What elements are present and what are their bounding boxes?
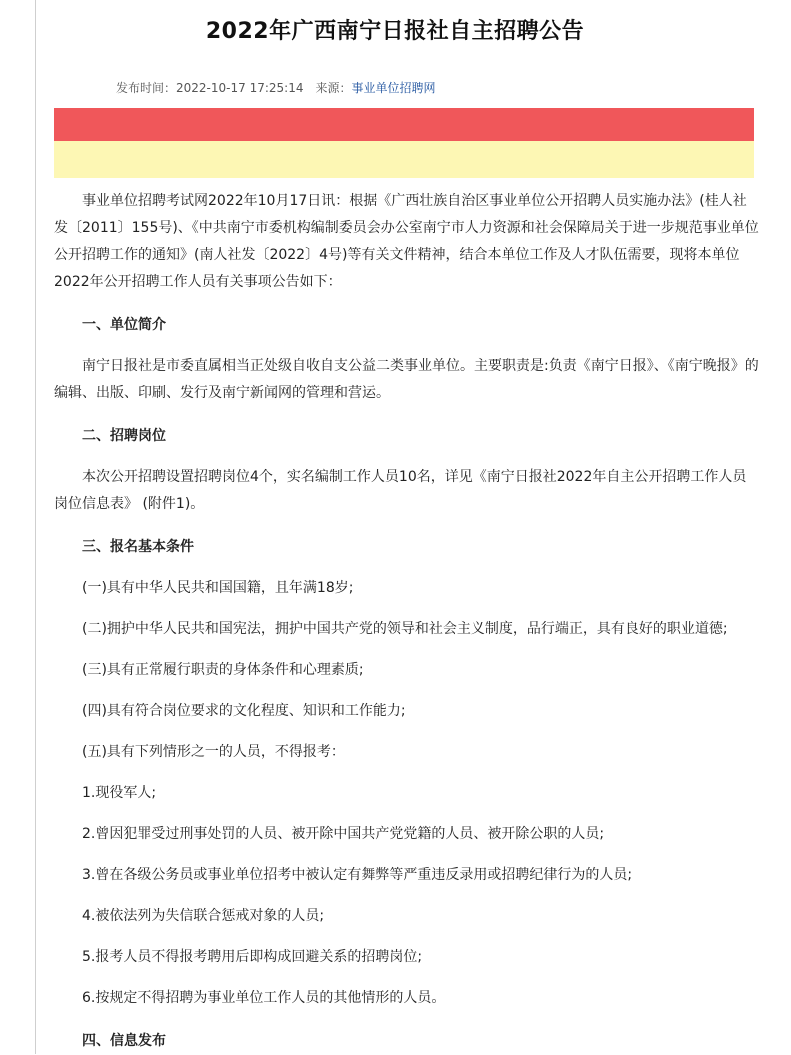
intro-paragraph: 事业单位招聘考试网2022年10月17日讯：根据《广西壮族自治区事业单位公开招聘人员实施办法》(桂人社发〔2011〕155号)、《中共南宁市委机构编制委员会办公室南宁市人力资源和社会保障局关于进一步规范事业单位公开招聘工作的通知》(南人社发〔2022〕4号)等有关文件精神，结合本单位工作及人才队伍需要，现将本单位2022年公开招聘工作人员有关事项公告如下：: [54, 193, 759, 290]
section-paragraph: 本次公开招聘设置招聘岗位4个，实名编制工作人员10名，详见《南宁日报社2022年自主公开招聘工作人员岗位信息表》 (附件1)。: [54, 469, 747, 512]
publish-time-label: 发布时间：: [116, 81, 177, 95]
list-item: 1.现役军人;: [82, 785, 157, 801]
list-item: (二)拥护中华人民共和国宪法，拥护中国共产党的领导和社会主义制度，品行端正，具有良好的职业道德;: [82, 621, 728, 637]
list-item: (五)具有下列情形之一的人员，不得报考：: [82, 744, 345, 760]
list-item: 5.报考人员不得报考聘用后即构成回避关系的招聘岗位;: [82, 949, 423, 965]
section-heading: 三、报名基本条件: [82, 539, 194, 555]
publish-time: 2022-10-17 17:25:14: [176, 81, 304, 95]
article-meta: [116, 79, 436, 96]
list-item: 2.曾因犯罪受过刑事处罚的人员、被开除中国共产党党籍的人员、被开除公职的人员;: [82, 826, 605, 842]
list-item: (三)具有正常履行职责的身体条件和心理素质;: [82, 662, 364, 678]
banner-red-band: [54, 108, 754, 141]
list-item: 3.曾在各级公务员或事业单位招考中被认定有舞弊等严重违反录用或招聘纪律行为的人员;: [82, 867, 633, 883]
banner-yellow-band: [54, 141, 754, 178]
section-paragraph: 南宁日报社是市委直属相当正处级自收自支公益二类事业单位。主要职责是:负责《南宁日报》、《南宁晚报》的编辑、出版、印刷、发行及南宁新闻网的管理和营运。: [54, 358, 759, 401]
source-link[interactable]: 事业单位招聘网: [351, 81, 436, 95]
article-body: [54, 188, 760, 1055]
list-item: (一)具有中华人民共和国国籍，且年满18岁;: [82, 580, 354, 596]
article-page: [36, 0, 791, 1054]
list-item: 4.被依法列为失信联合惩戒对象的人员;: [82, 908, 325, 924]
banner-image: [54, 108, 754, 178]
source-label: 来源：: [315, 81, 352, 95]
section-heading: 二、招聘岗位: [82, 428, 166, 444]
section-heading: 四、信息发布: [82, 1033, 166, 1049]
list-item: (四)具有符合岗位要求的文化程度、知识和工作能力;: [82, 703, 406, 719]
page-title: 2022年广西南宁日报社自主招聘公告: [205, 19, 585, 44]
list-item: 6.按规定不得招聘为事业单位工作人员的其他情形的人员。: [82, 990, 446, 1006]
section-heading: 一、单位简介: [82, 317, 166, 333]
